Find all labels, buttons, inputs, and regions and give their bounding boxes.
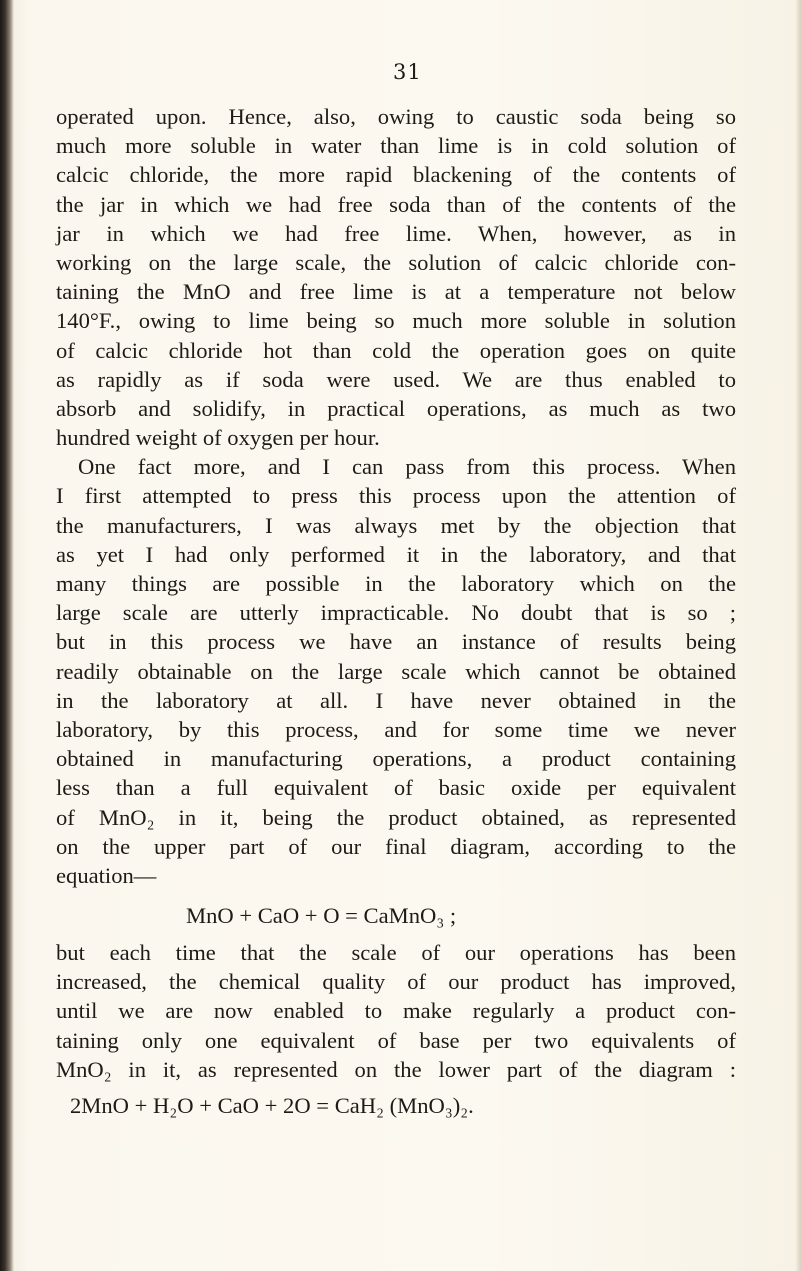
text-line: calcic chloride, the more rapid blackening of the contents of bbox=[56, 162, 736, 188]
text-line: much more soluble in water than lime is in cold solution of bbox=[56, 133, 736, 159]
text-line: laboratory, by this process, and for some time we never bbox=[56, 716, 736, 742]
equation-1: MnO + CaO + O = CaMnO₃ ; bbox=[186, 903, 457, 929]
paragraph-start-line: One fact more, and I can pass from this process. When bbox=[78, 454, 736, 480]
text-line: 140°F., owing to lime being so much more soluble in solution bbox=[56, 308, 736, 334]
text-line: obtained in manufacturing operations, a product containing bbox=[56, 746, 736, 772]
paragraph-end-line: hundred weight of oxygen per hour. bbox=[56, 425, 380, 451]
text-line: many things are possible in the laboratory which on the bbox=[56, 571, 736, 596]
page-edge-shadow bbox=[795, 0, 801, 1271]
text-line: until we are now enabled to make regularly a product con- bbox=[56, 998, 736, 1024]
page-binding-shadow bbox=[0, 0, 14, 1271]
text-line: jar in which we had free lime. When, however, as in bbox=[56, 220, 736, 246]
text-line: of MnO₂ in it, being the product obtained, as represented bbox=[56, 804, 736, 830]
text-line: the manufacturers, I was always met by the objection that bbox=[56, 512, 736, 538]
text-line: taining the MnO and free lime is at a temperature not below bbox=[56, 279, 736, 305]
text-line: but in this process we have an instance of results being bbox=[56, 629, 736, 655]
text-line: operated upon. Hence, also, owing to caustic soda being so bbox=[56, 104, 736, 129]
text-line: working on the large scale, the solution of calcic chloride con- bbox=[56, 249, 736, 275]
text-line: less than a full equivalent of basic oxide per equivalent bbox=[56, 775, 736, 801]
text-line: but each time that the scale of our operations has been bbox=[56, 940, 736, 966]
text-line: as yet I had only performed it in the laboratory, and that bbox=[56, 541, 736, 567]
text-line: of calcic chloride hot than cold the operation goes on quite bbox=[56, 337, 736, 363]
text-line: increased, the chemical quality of our product has improved, bbox=[56, 969, 736, 995]
body-text bbox=[56, 102, 736, 1126]
page-number: 31 bbox=[393, 60, 422, 84]
text-line: equation— bbox=[56, 862, 157, 888]
text-line: I first attempted to press this process upon the attention of bbox=[56, 483, 736, 509]
text-line: in the laboratory at all. I have never obtained in the bbox=[56, 687, 736, 713]
text-line: large scale are utterly impracticable. No doubt that is so ; bbox=[56, 600, 736, 626]
text-line: taining only one equivalent of base per two equivalents of bbox=[56, 1027, 736, 1053]
text-line: readily obtainable on the large scale which cannot be obtained bbox=[56, 658, 736, 684]
text-line: as rapidly as if soda were used. We are thus enabled to bbox=[56, 366, 736, 392]
equation-2: 2MnO + H₂O + CaO + 2O = CaH₂ (MnO₃)₂. bbox=[70, 1093, 474, 1118]
text-line: absorb and solidify, in practical operations, as much as two bbox=[56, 395, 736, 421]
text-line: MnO₂ in it, as represented on the lower part of the diagram : bbox=[56, 1056, 736, 1082]
text-line: on the upper part of our final diagram, according to the bbox=[56, 833, 736, 859]
text-line: the jar in which we had free soda than of the contents of the bbox=[56, 191, 736, 217]
